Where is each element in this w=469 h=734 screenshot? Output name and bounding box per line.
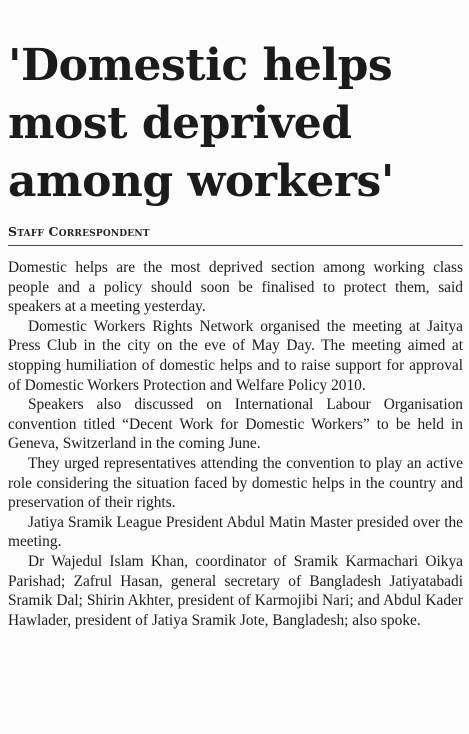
headline-line: most deprived [8,98,352,150]
paragraph: Speakers also discussed on International Labour Organisation convention titled “Decent Work for Domestic Workers” to be held in Geneva, Switzerland in the coming June. [8,396,463,453]
paragraph: They urged representatives attending the convention to play an active role considering the situation faced by domestic helps in the country and preservation of their rights. [8,454,463,512]
headline-line: among workers' [8,156,394,208]
headline [8,37,463,211]
paragraph: Domestic helps are the most deprived section among working class people and a policy should soon be finalised to protect them, said speakers at a meeting yesterday. [8,259,463,316]
headline-line: 'Domestic helps [8,40,393,92]
paragraph: Dr Wajedul Islam Khan, coordinator of Sramik Karmachari Oikya Parishad; Zafrul Hasan, general secretary of Bangladesh Jatiyatabadi Sramik Dal; Shirin Akhter, president of Karmojibi Nari; and Abdul Kader Hawlader, president of Jatiya Sramik Jote, Bangladesh; also spoke. [8,552,463,629]
paragraph: Domestic Workers Rights Network organised the meeting at Jaitya Press Club in the city on the eve of May Day. The meeting aimed at stopping humiliation of domestic helps and to raise support for approval of Domestic Workers Protection and Welfare Policy 2010. [8,317,463,394]
byline: Staff Correspondent [8,224,150,239]
paragraph: Jatiya Sramik League President Abdul Matin Master presided over the meeting. [8,513,463,551]
byline-divider [8,245,463,246]
article-body [8,258,463,630]
